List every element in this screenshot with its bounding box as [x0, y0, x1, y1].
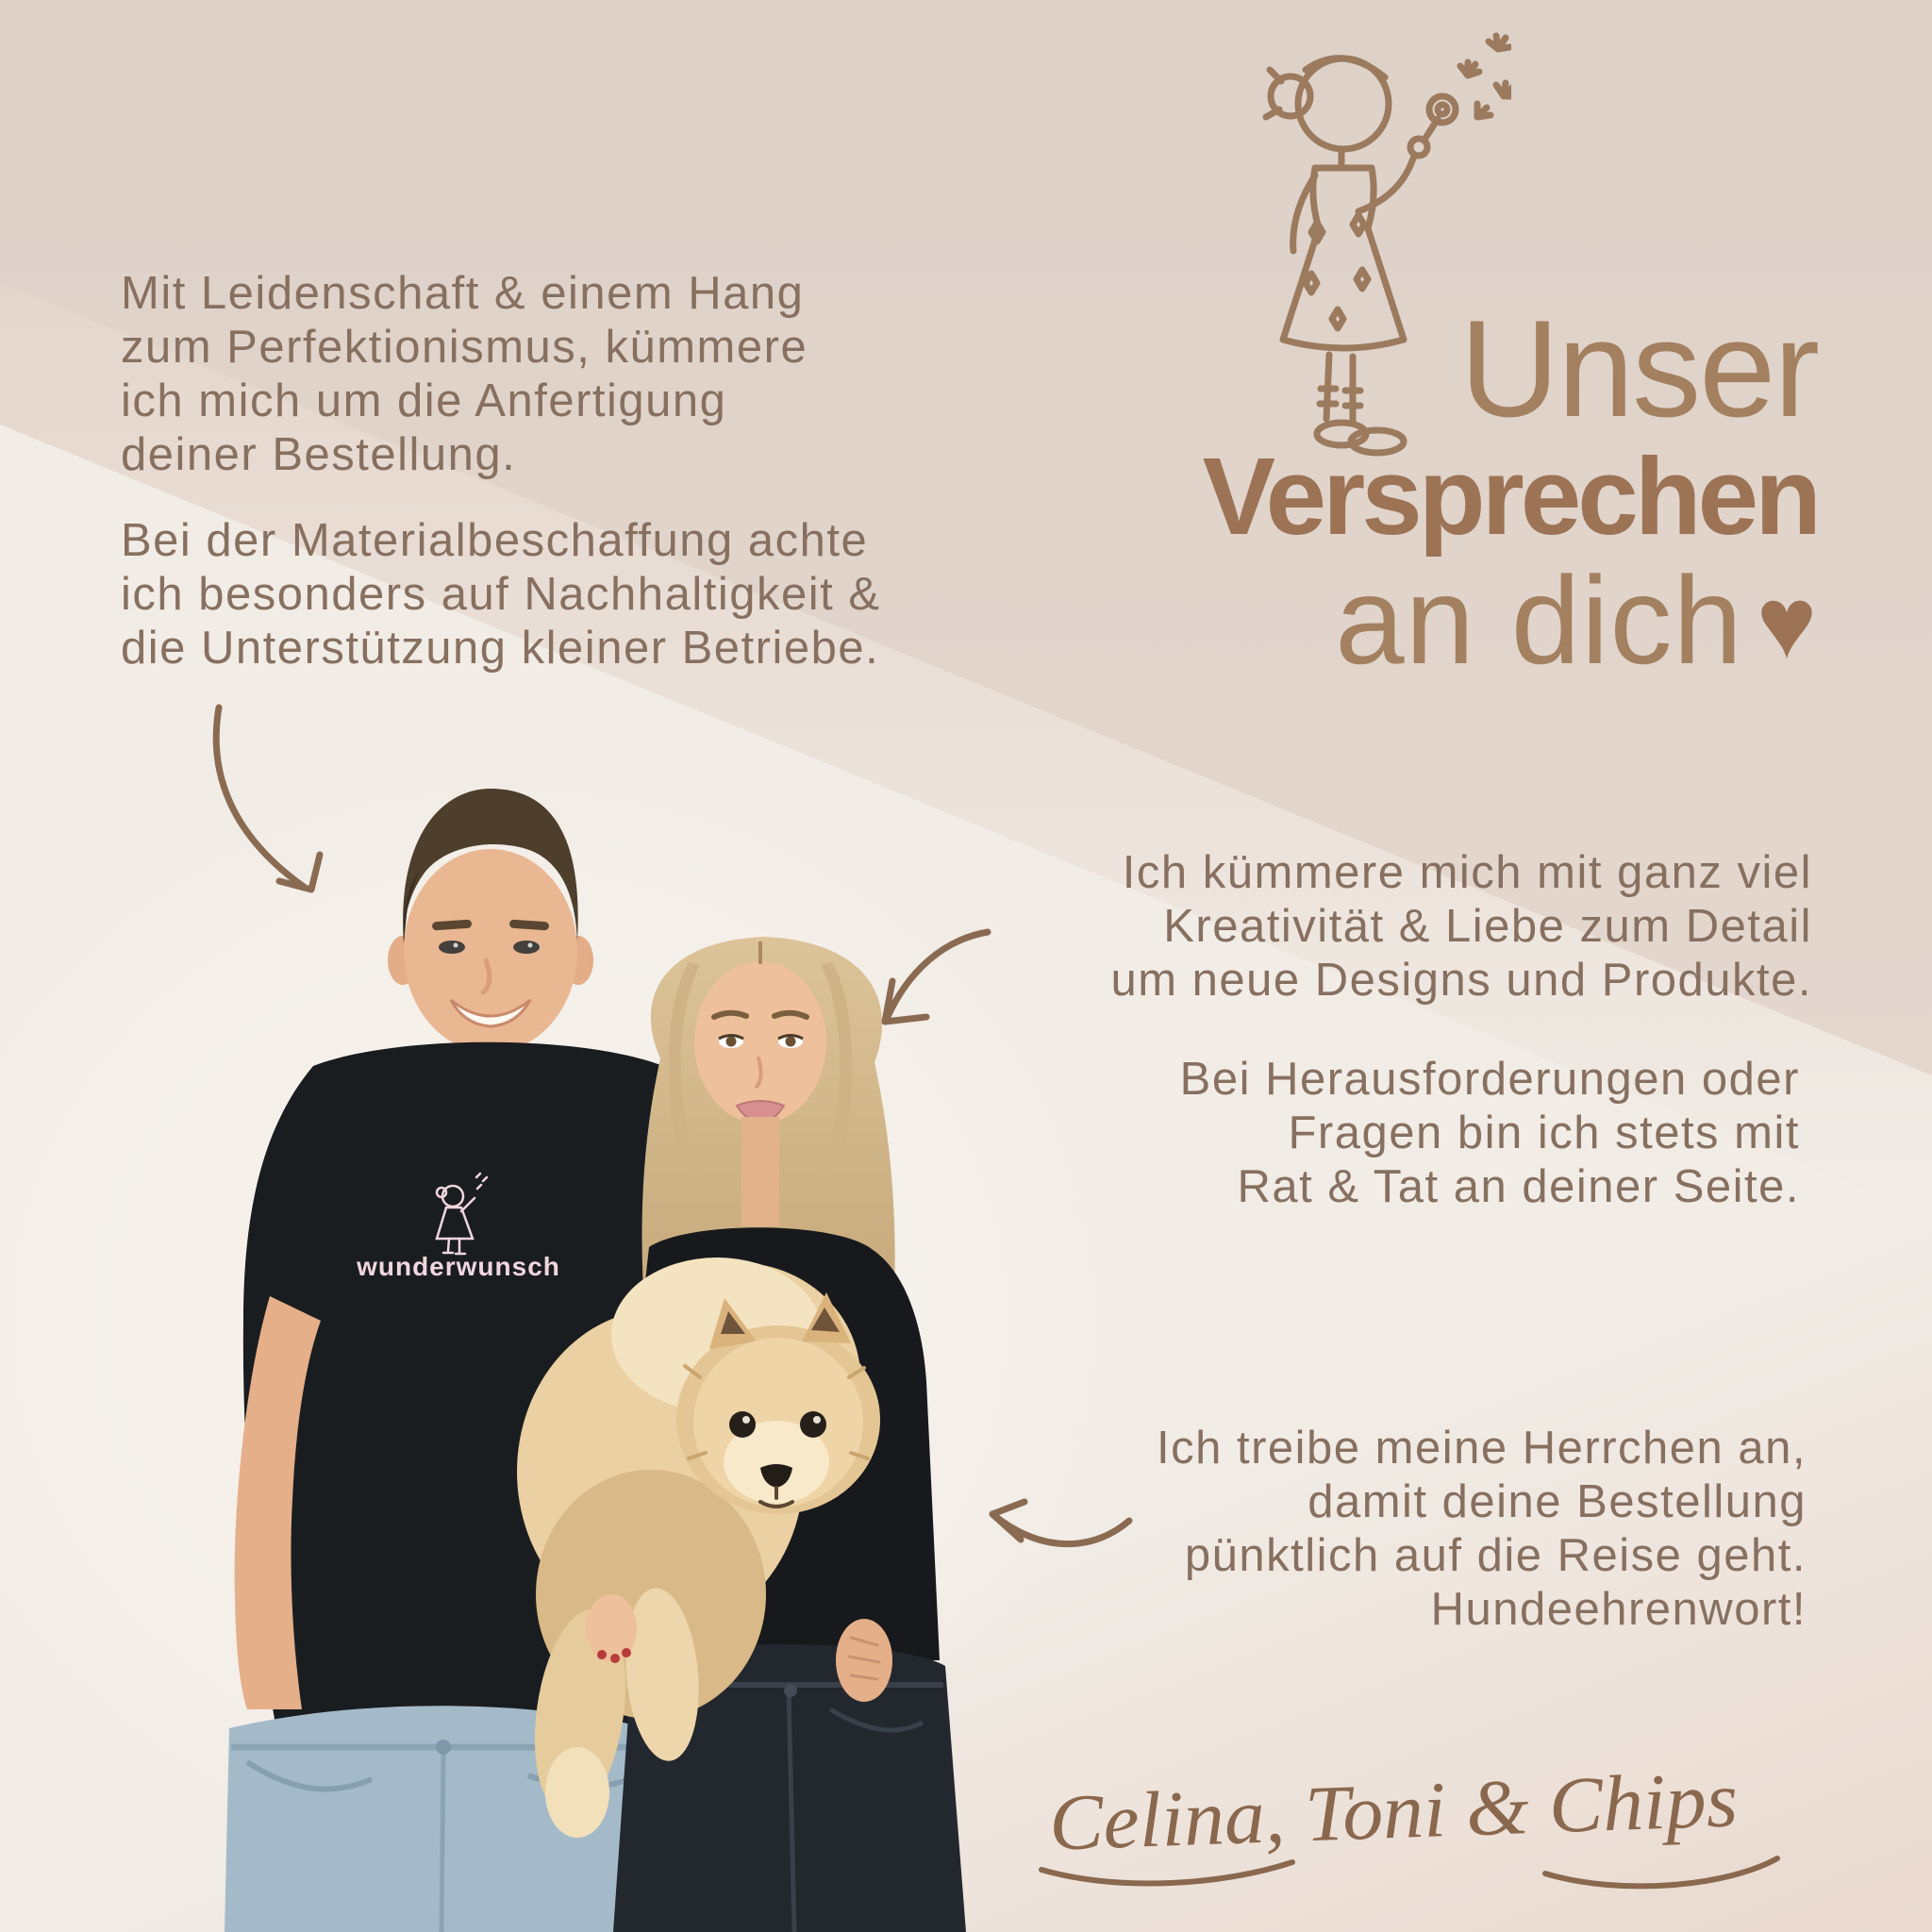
- text-line: ich besonders auf Nachhaltigkeit &: [121, 569, 881, 620]
- text-line: Hundeehrenwort!: [1430, 1584, 1807, 1635]
- text-line: damit deine Bestellung: [1307, 1476, 1807, 1527]
- text-line: Ich kümmere mich mit ganz viel: [1122, 847, 1812, 898]
- headline-an-dich-text: an dich: [1335, 551, 1743, 690]
- curved-arrow-to-woman-icon: [885, 932, 988, 1022]
- heart-icon: ♥: [1756, 565, 1818, 679]
- text-line: um neue Designs und Produkte.: [1110, 955, 1812, 1006]
- text-line: Mit Leidenschaft & einem Hang: [121, 268, 805, 319]
- text-line: Kreativität & Liebe zum Detail: [1163, 901, 1812, 952]
- text-line: Bei der Materialbeschaffung achte: [121, 515, 869, 566]
- signature: [1017, 1751, 1800, 1921]
- headline-word-unser: Unser: [1459, 291, 1818, 445]
- curved-arrow-to-dog-icon: [992, 1502, 1129, 1544]
- curved-arrow-to-man-icon: [216, 708, 320, 890]
- text-line: pünktlich auf die Reise geht.: [1184, 1530, 1807, 1581]
- text-line: Rat & Tat an deiner Seite.: [1237, 1161, 1800, 1212]
- text-line: Bei Herausforderungen oder: [1179, 1054, 1800, 1105]
- text-line: deiner Bestellung.: [121, 429, 517, 480]
- text-line: zum Perfektionismus, kümmere: [121, 322, 808, 373]
- text-line: Fragen bin ich stets mit: [1288, 1108, 1800, 1158]
- headline-word-versprechen: Versprechen: [1202, 435, 1818, 558]
- text-line: Ich treibe meine Herrchen an,: [1157, 1423, 1807, 1474]
- text-line: die Unterstützung kleiner Betriebe.: [121, 623, 880, 674]
- shirt-brand-text: wunderwunsch: [357, 1252, 560, 1281]
- text-line: ich mich um die Anfertigung: [121, 375, 727, 426]
- signature-text: Celina, Toni & Chips: [1047, 1756, 1726, 1868]
